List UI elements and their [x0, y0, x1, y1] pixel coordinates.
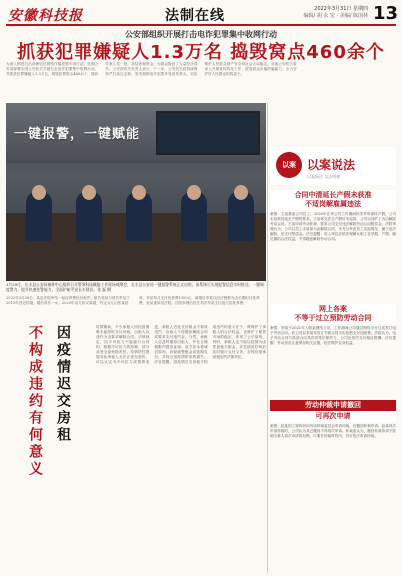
masthead: 安徽科技报 — [8, 8, 83, 24]
article-title-line: 不等于过立预防劳动合同 — [294, 314, 372, 322]
lead-headline: 抓获犯罪嫌疑人1.3万名 捣毁窝点460余个 — [17, 42, 385, 63]
article-title-line: 劳动仲裁申请撤回 — [305, 401, 361, 409]
photo-caption: 3月29日，长丰县公安局指挥中心组织召开警务科技赋能工作现场观摩会，长丰县公安局一键报警系统正式启用。该系统可实现报警信息实时推送，一键调度警力，提升快速处警能力，全面护航平安长丰建设。张 磊 摄 — [6, 282, 264, 292]
section-title: 法制在线 — [165, 8, 225, 24]
sidebar-header — [270, 147, 396, 185]
photo-person-head — [132, 185, 146, 200]
photo-person-head — [234, 185, 248, 200]
sidebar-subtitle: 以案释法 以法明理 — [307, 174, 341, 179]
article-title-line: 可再次申请 — [315, 412, 351, 420]
lower-intro: 2022年3月28日，某县法院审结一起抚养费纠纷案件。原告张某与被告李某于2015年登记结婚，婚后育有一女。2020年双方协议离婚，约定女儿由张某抚养，李某每月支付抚养费1500元。离婚后李某以经济困难为由长期拒付抚养费，张某遂诉至法院。法院审理后依法判决李某支付拖欠的抚养费。 — [6, 296, 260, 305]
vertical-headline-red: 不构成违约有何意义 — [27, 325, 43, 478]
sidebar-logo-icon: 以案 — [276, 152, 302, 178]
sidebar-title: 以案说法 — [307, 158, 356, 172]
article-title-line: 网上各案 — [319, 305, 347, 313]
editor-line: 编辑/ 胡 永 宏 · 美编/ 陈国林 — [303, 13, 368, 19]
photo-overlay-title: 一键报警，一键赋能 — [14, 127, 141, 142]
lead-body: 为深入推进打击治理电信网络诈骗犯罪专项行动，近期公安部部署全国公安机关开展打击电诈犯罪集中收网行动，共抓获犯罪嫌疑人1.3万名，捣毁犯罪窝点460余个，缴获作案工具一批，冻结涉案资金，为群众挽回了大量经济损失。公安部有关负责人表示，下一步，公安机关将持续保持严打高压态势，坚决遏制电诈犯罪多发高发势头，切实维护人民群众财产安全和社会大局稳定。各地公安机关要深入开展宣传防范工作，提高群众识骗防骗能力，全力守护好人民群众的钱袋子。 — [6, 62, 297, 76]
lower-body: 疫情期间，不少承租人因经营困难未能按时支付房租，出租人以违约为由要求解除合同。法律规定，因不可抗力不能履行合同的，根据不可抗力的影响，部分或者全部免除责任。疫情防控措施导致承租人无法正常经营的，可以认定为不可抗力或情势变更，承租人迟延支付租金不构成违约，出租人不得据此解除合同或要求支付违约金。当然，承租人应及时通知出租人，并在合理期限内提供证明。双方应本着诚信原则，协商调整租金或延期支付，共同分担疫情带来的损失。法官提醒，因疫情迟交房租不构成违约的意义在于，既保护了承租人的合法权益，也维护了租赁市场的稳定，体现了公平原则。同时，承租人也不能以疫情为由恶意拖欠租金，应在情况好转后及时履行支付义务，否则仍需承担相应的法律责任。 — [96, 325, 266, 364]
sidebar-article-body: 案情：李某于2021年入职某网络公司，工作期间公司通过网络平台与其签订电子劳动合同。后公司以李某未签订书面合同为由拒绝支付加班费。法院认为，电子劳动合同与纸质合同具有同等法律效力，公司应依约支付相应报酬。法官提醒：劳动者应注意保存相关证据，依法维护自身权益。 — [270, 326, 396, 345]
sidebar-article — [270, 400, 396, 570]
sidebar-article-body: 案情：赵某因工资纠纷向劳动仲裁委员会申请仲裁，后撤回仲裁申请。赵某再次申请仲裁时，公司认为其已撤回不得再次申请。仲裁委认为，撤回仲裁申请不影响当事人再次申请的权利，只要在仲裁时效内，仍可依法申请仲裁。 — [270, 424, 396, 438]
header-meta — [304, 6, 369, 20]
sidebar-article-title — [270, 304, 396, 324]
column-divider — [267, 103, 268, 573]
photo-person-head — [32, 185, 46, 200]
sidebar-article-title — [270, 400, 396, 411]
sidebar-article — [270, 304, 396, 396]
news-photo — [6, 103, 266, 281]
sidebar-article-subtitle — [270, 411, 396, 422]
article-title-line: 不适岗解雇属违法 — [305, 200, 361, 208]
page-number: 13 — [372, 3, 398, 24]
vertical-headline — [6, 325, 92, 570]
sidebar-article-title — [270, 190, 396, 210]
sidebar-article-body: 案情：王某系某公司员工，2020年在该公司工作期间怀孕并申请休产假，公司未批准其延长产假的要求。王某休完法定产假后未返岗，公司以其旷工为由解除劳动合同。王某申请劳动仲裁，要求公司支付违法解除劳动合同赔偿金。法院审理认为，公司以员工未返岗为由解除合同，未充分考虑员工实际情况，属于违法解除，应支付赔偿金。法官提醒：用人单位应依法保障女职工在孕期、产期、哺乳期的合法权益，不得随意解除劳动合同。 — [270, 212, 396, 241]
lead-kicker: 公安部组织开展打击电诈犯罪集中收网行动 — [125, 29, 277, 39]
vertical-headline-black: 因疫情迟交房租 — [55, 325, 71, 444]
date-line: 2022年3月31日 星期四 — [314, 6, 368, 12]
sidebar-article — [270, 190, 396, 300]
photo-person-head — [82, 185, 96, 200]
article-title-line: 合同中清延长产假未获准 — [294, 191, 372, 199]
photo-screen — [156, 111, 260, 155]
photo-person-head — [187, 185, 201, 200]
header-rule — [6, 24, 396, 26]
